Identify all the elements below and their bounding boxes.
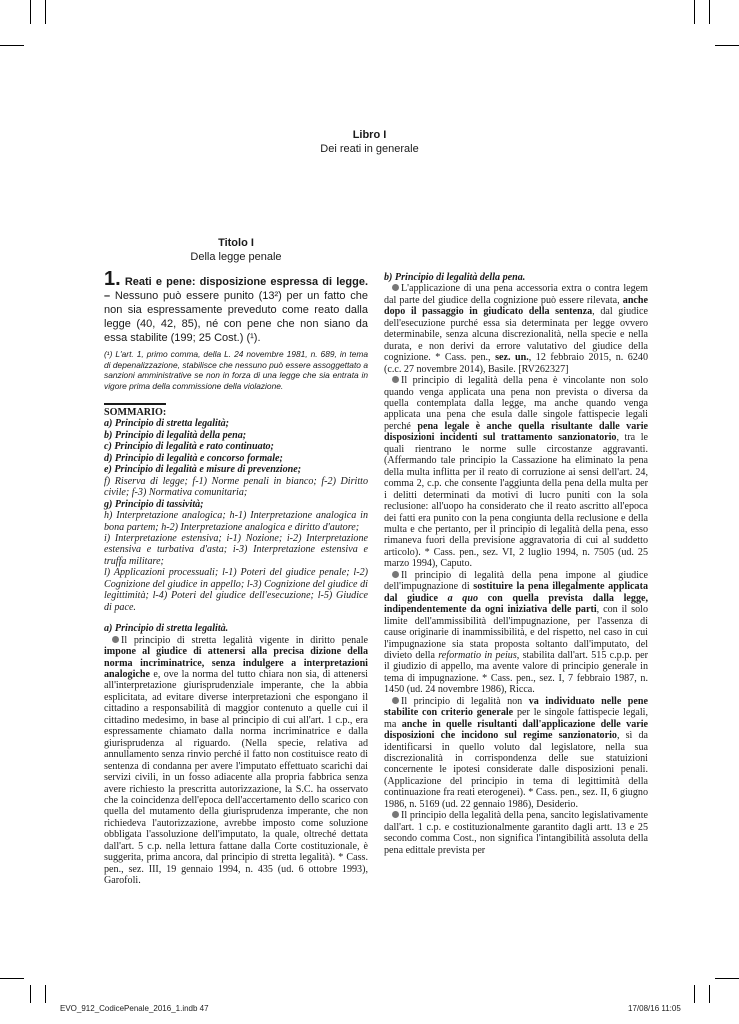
section-b-heading: b) Principio di legalità della pena. <box>384 272 526 283</box>
article-1 <box>104 268 369 345</box>
crop-mark <box>30 0 31 24</box>
section-b-paragraph: Il principio di legalità della pena impone al giudice dell'impugnazione di sostituire la pena illegalmente applicata dal giudice a quo con quella prevista dalla legge, indipendentemente da ogni iniziativa delle parti, con il solo limite dell'ammissibilità dell'impugnazione, per l'assenza di cause originarie di inammissibilità, e del rispetto, nel caso in cui l'impugnazione sia stata proposta soltanto dall'imputato, del divieto della reformatio in peius, stabilita dall'art. 515 c.p.p. per il giudizio di appello, ma avente valore di principio generale in tema di impugnazione. * Cass. pen., sez. I, 7 febbraio 1987, n. 1450 (ud. 24 novembre 1986), Ricca. <box>384 569 649 696</box>
sommario-item: d) Principio di legalità e concorso formale; <box>104 452 283 464</box>
divider <box>104 403 166 405</box>
crop-mark <box>694 985 695 1003</box>
titolo-label: Titolo I <box>218 237 254 249</box>
footer-file: EVO_912_CodicePenale_2016_1.indb 47 <box>60 1004 209 1013</box>
book-label: Libro I <box>352 129 387 141</box>
sommario-item: f) Riserva di legge; f-1) Norme penali in bianco; f-2) Diritto civile; f-3) Normativa comunitaria; <box>104 475 368 499</box>
sommario-item: i) Interpretazione estensiva; i-1) Nozione; i-2) Interpretazione estensiva e turbativa d'asta; i-3) Interpretazione estensiva e truffa militare; <box>104 532 368 567</box>
article-footnote: (¹) L'art. 1, primo comma, della L. 24 novembre 1981, n. 689, in tema di depenalizzazione, stabilisce che nessuno può essere assoggettato a sanzioni amministrative se non in forza di una legge che sia entrata in vigore prima della commissione della violazione. <box>104 349 368 391</box>
book-title: Dei reati in generale <box>320 143 419 155</box>
bullet-icon <box>392 571 399 578</box>
crop-mark <box>45 0 46 24</box>
bullet-icon <box>392 811 399 818</box>
section-b-paragraph: Il principio di legalità non va individuato nelle pene stabilite con criterio generale per le singole fattispecie legali, ma anche in quelle risultanti dall'applicazione delle varie disposizioni che incidono sul regime sanzionatorio, sì da identificarsi in quello voluto dal legislatore, nella sua discrezionalità in corrispondenza delle sue statuizioni concernente le ipotesi considerate dalle disposizioni penali. (Applicazione del principio in tema di legittimità della continuazione fra reati eterogenei). * Cass. pen., sez. II, 6 giugno 1986, n. 5169 (ud. 22 gennaio 1986), Desiderio. <box>384 695 648 810</box>
crop-mark <box>715 978 739 979</box>
right-column <box>384 236 648 856</box>
crop-mark <box>0 978 24 979</box>
sommario-item: l) Applicazioni processuali; l-1) Poteri del giudice penale; l-2) Cognizione del giudice in appello; l-3) Cognizione del giudice di legittimità; l-4) Poteri del giudice dell'esecuzione; l-5) Giudice di pace. <box>104 567 368 613</box>
section-b-paragraph: L'applicazione di una pena accessoria extra o contra legem dal parte del giudice della cognizione può essere rilevata, anche dopo il passaggio in giudicato della sentenza, dal giudice dell'esecuzione purché essa sia determinata per legge ovvero determinabile, senza alcuna discrezionalità, nella specie e nella durata, e non derivi da errore valutativo del giudice della cognizione. * Cass. pen., sez. un., 12 febbraio 2015, n. 6240 (c.c. 27 novembre 2014), Basile. [RV262327] <box>384 283 648 375</box>
crop-mark <box>694 0 695 24</box>
footer-stamp: 17/08/16 11:05 <box>628 1004 681 1013</box>
section-a-paragraph: Il principio di stretta legalità vigente in diritto penale impone al giudice di attenersi alla precisa dizione della norma incriminatrice, senza indulgere a interpretazioni analogiche e, ove la norma del tutto chiara non sia, di attenersi all'interpretazione giurisprudenziale imperante, che la abbia esplicitata, ad evitare diverse interpretazioni che espongano il cittadino a responsabilità di maggior contenuto a quelle cui il cittadino medesimo, in base al principio di cui all'art. 1 c.p., era espressamente chiamato dalla norma incriminatrice e dalla giurisprudenza al riguardo. (Nella specie, relativa ad annullamento senza rinvio perché il fatto non costituisce reato di sentenza di condanna per avere l'imputato effettuato scarichi dai servizi civili, in un fosso adiacente alla propria fabbrica senza avere richiesto la prescritta autorizzazione, la S.C. ha osservato che la coincidenza dell'epoca dell'accertamento dello scarico con quella del mutamento della giurisprudenza imperante, che non richiedeva l'autorizzazione, avrebbe imposto come soluzione obbligata l'assoluzione dell'imputato, la quale, oltreché dettata dall'art. 5 c.p. nella lettura fattane dalla Corte costituzionale, è suggerita, prima ancora, dal principio di stretta legalità). * Cass. pen., sez. III, 19 gennaio 1994, n. 435 (ud. 6 ottobre 1993), Garofoli. <box>104 634 368 887</box>
left-column <box>104 236 368 887</box>
crop-mark <box>0 45 24 46</box>
sommario <box>104 407 368 613</box>
bullet-icon <box>392 284 399 291</box>
sommario-item: b) Principio di legalità della pena; <box>104 429 247 441</box>
article-number: 1. <box>104 268 121 290</box>
section-b-paragraph: Il principio di legalità della pena è vincolante non solo quando venga applicata una pena non prevista o diversa da quella contemplata dalla legge, ma anche quando venga applicata una pena che esula dalle singole fattispecie legali perché pena legale è anche quella risultante dalle varie disposizioni incidenti sul trattamento sanzionatorio, tra le quali rientrano le norme sulle circostanze aggravanti. (Affermando tale principio la Cassazione ha eliminato la pena della multa inflitta per il reato di corruzione ai sensi dell'art. 24, comma 2, c.p. che consente l'aggiunta della pena della multa per i delitti determinati da motivi di lucro puniti con la sola reclusione: all'uopo ha considerato che il reato ascritto all'epoca dei fatti era punito con la pena congiunta della reclusione e della multa e che pertanto, per il principio di legalità della pena, esso rimaneva fuori della previsione aggravatoria di cui al suddetto articolo). * Cass. pen., sez. VI, 2 luglio 1994, n. 7505 (ud. 25 marzo 1994), Caputo. <box>384 375 649 570</box>
crop-mark <box>709 985 710 1003</box>
bullet-icon <box>392 697 399 704</box>
sommario-item: a) Principio di stretta legalità; <box>104 418 230 430</box>
crop-mark <box>30 985 31 1003</box>
titolo-heading <box>104 236 368 264</box>
section-a-heading: a) Principio di stretta legalità. <box>104 623 229 635</box>
article-text: Nessuno può essere punito (13²) per un fatto che non sia espressamente preveduto come reato dalla legge (40, 42, 85), né con pene che non siano da essa stabilite (199; 25 Cost.) (¹). <box>104 290 369 344</box>
crop-mark <box>715 45 739 46</box>
titolo-title: Della legge penale <box>190 251 282 263</box>
crop-mark <box>709 0 710 24</box>
book-heading <box>0 128 739 157</box>
sommario-item: g) Principio di tassività; <box>104 498 204 510</box>
bullet-icon <box>112 636 119 643</box>
sommario-item: h) Interpretazione analogica; h-1) Interpretazione analogica in bona partem; h-2) Interpretazione analogica e diritto d'autore; <box>104 510 368 533</box>
bullet-icon <box>392 376 399 383</box>
sommario-title: SOMMARIO: <box>104 407 167 418</box>
article-rubric: Reati e pene: disposizione espressa di legge. – <box>104 276 368 302</box>
section-b-paragraph: Il principio della legalità della pena, sancito legislativamente dall'art. 1 c.p. e costituzionalmente garantito dagli artt. 13 e 25 secondo comma Cost., non significa l'intangibilità assoluta della pena edittale prevista per <box>384 810 648 856</box>
sommario-item: e) Principio di legalità e misure di prevenzione; <box>104 464 302 476</box>
crop-mark <box>45 985 46 1003</box>
sommario-item: c) Principio di legalità e rato continuato; <box>104 441 274 453</box>
